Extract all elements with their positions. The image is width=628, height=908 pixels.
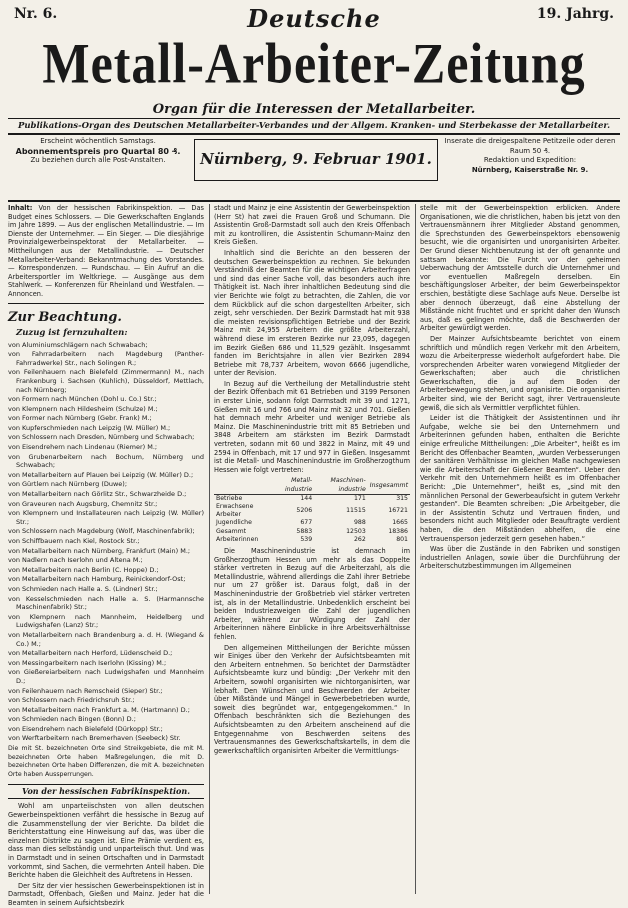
editorial-address: Nürnberg, Kaiserstraße Nr. 9. <box>471 165 589 174</box>
boycott-entry: von Schlossern nach Friedrichsruh Str.; <box>8 696 135 705</box>
cell-value: 988 <box>353 519 366 527</box>
contents-summary <box>8 204 204 299</box>
boycott-entry: von Gießereiarbeitern nach Ludwigshafen und Mannheim D.; <box>8 668 204 685</box>
row-label: Erwachsene Arbeiter <box>216 503 254 519</box>
column-1 <box>8 204 204 907</box>
boycott-entry: von Metallarbeitern nach Görlitz Str., Schwarzheide D.; <box>8 490 187 499</box>
cell-value: 1665 <box>392 519 408 527</box>
title-top: Deutsche <box>247 4 381 33</box>
boycott-entry: von Graveuren nach Augsburg, Chemnitz Str.; <box>8 499 158 508</box>
column-2 <box>214 204 410 894</box>
industry-statistics-table <box>214 477 410 544</box>
table-row <box>214 536 410 544</box>
boycott-entry: von Metallarbeitern nach Berlin (C. Hoppe) D.; <box>8 565 159 574</box>
newspaper-page <box>8 4 620 907</box>
boycott-entry: von Schmieden nach Halle a. S. (Lindner) Str.; <box>8 584 158 593</box>
subtitle: Organ für die Interessen der Metallarbeiter. <box>152 102 476 117</box>
date-line: Nürnberg, 9. Februar 1901. <box>194 139 438 181</box>
boycott-entry: von Eisendrehern nach Lindenau (Riemer) M.; <box>8 443 158 452</box>
boycott-entry: von Former nach Nürnberg (Gebr. Frank) M.; <box>8 414 152 423</box>
boycott-entry: von Feilenhauern nach Remscheid (Sieper) Str.; <box>8 686 163 695</box>
notice-subheading: Zuzug ist fernzuhalten: <box>16 327 128 338</box>
column-separator <box>209 204 210 894</box>
cell-value: 801 <box>396 535 408 543</box>
article-paragraph: Leider ist die Thätigkeit der Assistentinnen und ihr Aufgabe, welche sie bei den Unternehmern und Arbeiterinnen gefunden haben, enthalten die Berichte einige erfreuliche Mittheilungen: „Die Arbeiter“, heißt es im Bericht des Offenbacher Beamten, „wurden Verbesserungen der sanitären Verhältnisse im gleichen Maße nachgewiesen wie die Arbeiterschaft der Gießener Beamten“. Ueber den Verkehr mit den Unternehmern heißt es im Offenbacher Bericht: „Die Unternehmer“, heißt es, „sind mit den männlichen Personal der Gewerbeaufsicht in gutem Verkehr gestanden“. Die Beamten schreiben: „Die Arbeitgeber, die in der Assistentin Schutz und Vertrauen finden, und besonders nicht auch Mitglieder oder Beauftragte verdient haben, die den Mißständen abhelfen, die eine Vertrauensperson jederzeit gern gesehen haben.“ <box>420 414 620 543</box>
notice-footnote: Die mit St. bezeichneten Orte sind Streikgebiete, die mit M. bezeichneten Orte haben Maßregelungen, die mit D. bezeichneten Orte haben Differenzen, die mit A. bezeichneten Orte haben Aussperrungen. <box>8 745 204 778</box>
table-header: Metall-industrie <box>272 477 314 494</box>
article-paragraph: stelle mit der Gewerbeinspektion erblicken. Andere Organisationen, wie die christlichen, haben bis jetzt von den Vertrauensmännern ihrer Mitglieder Abstand genommen, die Sprechstunden des Gewerbeinspektors ebensowenig besucht, wie die organisirten und unorganisirten Arbeiter. Der Grund dieser Nichtbenutzung ist der oft genannte und sattsam bekannte: Die Furcht vor der geheimen Ueberwachung der Amtsstelle durch die Unternehmer und vor eventuellen Maßregeln derselben. Ein beschäftigungsloser Arbeiter, der beim Gewerbeinspektor erschien, bestätigte diese Sachlage aufs Neue. Derselbe ist aber dennoch überzeugt, daß eine Abstellung der Mißstände nicht fruchtet und er spricht daher den Wunsch aus, daß es gelingen möchte, daß die Beschwerden der Arbeiter gewürdigt werden. <box>420 204 620 333</box>
divider <box>8 303 204 304</box>
cell-value: 16721 <box>388 507 408 515</box>
table-row <box>214 494 410 503</box>
article-paragraph: Den allgemeinen Mittheilungen der Berichte müssen wir Einiges über den Verkehr der Aufsichtsbeamten mit den Arbeitern entnehmen. So berichtet der Darmstädter Aufsichtsbeamte kurz und bündig: „Der Verkehr mit den Arbeitern, sowohl organisirten wie nichtorganisirten, war lebhaft. Den Wünschen und Beschwerden der Arbeiter über Mißstände und Mängel in Gewerbebetrieben wurde, soweit dies begründet war, entgegengekommen.“ In Offenbach beschränkten sich die Beziehungen des Aufsichtsbeamten zu den Arbeitern anscheinend auf die Entgegennahme von Beschwerden seitens des Vertrauensmannes des Gewerkschaftskartells, in dem die gewerkschaftlich organisirten Arbeiter die Vermittlungs- <box>214 643 410 755</box>
article-heading: Von der hessischen Fabrikinspektion. <box>8 784 204 799</box>
divider <box>8 200 620 202</box>
cell-value: 171 <box>353 494 366 502</box>
notice-heading: Zur Beachtung. <box>8 309 122 325</box>
boycott-entry: von Nadlern nach Iserlohn und Altena M.; <box>8 556 143 565</box>
boycott-entry: von Feilenhauern nach Bielefeld (Zimmermann) M., nach Frankenburg i. Sachsen (Kuhlich), Düsseldorf, Mettlach, nach Nürnberg; <box>8 368 204 394</box>
article-paragraph: In Bezug auf die Vertheilung der Metallindustrie steht der Bezirk Offenbach mit 61 Betrieben und 3199 Personen in erster Linie, sodann folgt Darmstadt mit 39 und 1271, Gießen mit 16 und 766 und Mainz mit 32 und 701. Gießen hat demnach mehr Arbeiter und weniger Betriebe als Mainz. Die Maschinenindustrie tritt mit 85 Betrieben und 3848 Arbeitern am stärksten im Bezirk Darmstadt vertreten, sodann mit 60 und 3822 in Mainz, mit 49 und 2594 in Offenbach, mit 17 und 977 in Gießen. Insgesammt ist die Metall- und Maschinenindustrie im Großherzogthum Hessen wie folgt vertreten: <box>214 379 410 474</box>
table-row <box>214 528 410 536</box>
column-separator <box>415 204 416 894</box>
boycott-entry: von Eisendrehern nach Bielefeld (Dürkopp) Str.; <box>8 724 163 733</box>
issue-number: Nr. 6. <box>14 6 58 22</box>
advertising-info <box>440 137 620 175</box>
distribution-note: Zu beziehen durch alle Post-Anstalten. <box>30 156 166 164</box>
article-paragraph: Die Maschinenindustrie ist demnach im Großherzogthum Hessen um mehr als das Doppelte stärker vertreten in Bezug auf die Arbeiterzahl, als die Metallindustrie, während allerdings die Zahl ihrer Betriebe nur um 27 größer ist. Daraus folgt, daß in der Maschinenindustrie der Großbetrieb viel stärker vertreten ist, als in der Metallindustrie. Unbedenklich erscheint bei beiden Industriezweigen die Zahl der jugendlichen Arbeiter, während zur Würdigung der Zahl der Arbeiterinnen nähere Einblicke in ihre Arbeitsverhältnisse fehlen. <box>214 547 410 641</box>
boycott-entry: von Grubenarbeitern nach Bochum, Nürnberg und Schwabach; <box>8 452 204 470</box>
boycott-entry: von Metallarbeitern nach Brandenburg a. d. H. (Wiegand & Co.) M.; <box>8 630 204 648</box>
article-paragraph: stadt und Mainz je eine Assistentin der Gewerbeinspektion (Herr St) hat zwei die Frauen Groß und Schumann. Die Assistentin Groß-Darmstadt soll auch den Kreis Offenbach mit zu kontrolliren, die Assistentin Schumann-Mainz den Kreis Gießen. <box>214 204 410 247</box>
boycott-entry: von Kesselschmieden nach Halle a. S. (Harmannsche Maschinenfabrik) Str.; <box>8 594 204 612</box>
column-3 <box>420 204 620 894</box>
boycott-entry: von Gürtlern nach Nürnberg (Duwe); <box>8 480 128 489</box>
boycott-entry: von Metallarbeitern nach Nürnberg, Frankfurt (Main) M.; <box>8 546 191 555</box>
cell-value: 677 <box>300 519 313 527</box>
divider <box>8 118 620 119</box>
boycott-entry: von Werftarbeitern nach Bremerhaven (Seebeck) Str. <box>8 734 181 743</box>
boycott-entry: von Schmieden nach Bingen (Bonn) D.; <box>8 715 136 724</box>
contents-label: Inhalt: <box>8 204 33 212</box>
cell-value: 144 <box>300 494 313 502</box>
table-row <box>214 519 410 527</box>
title-main: Metall-Arbeiter-Zeitung <box>42 30 586 96</box>
boycott-entry: von Messingarbeitern nach Iserlohn (Kissing) M.; <box>8 658 167 667</box>
organ-line: Publikations-Organ des Deutschen Metallarbeiter-Verbandes und der Allgem. Kranken- und Sterbekasse der Metallarbeiter. <box>17 121 611 131</box>
subscription-info <box>8 137 188 166</box>
boycott-entry: von Fahrradarbeitern nach Magdeburg (Panther-Fahrradwerke) Str., nach Solingen R.; <box>8 350 204 367</box>
cell-value: 18386 <box>388 527 408 535</box>
subscription-price: Abonnementspreis pro Quartal 80 ₰. <box>15 146 181 156</box>
cell-value: 539 <box>300 535 313 543</box>
info-band <box>8 135 620 199</box>
boycott-entry: von Schlossern nach Dresden, Nürnberg und Schwabach; <box>8 433 195 442</box>
row-label: Jugendliche <box>216 519 252 527</box>
boycott-entry: von Schiffbauern nach Kiel, Rostock Str.; <box>8 537 140 545</box>
boycott-entry: von Formern nach München (Dohl u. Co.) Str.; <box>8 395 157 404</box>
cell-value: 5883 <box>296 527 313 535</box>
boycott-entry: von Schlossern nach Magdeburg (Wolf, Maschinenfabrik); <box>8 527 195 536</box>
row-label: Gesammt <box>216 527 247 535</box>
contents-text: Von der hessischen Fabrikinspektion. — Das Budget eines Schlossers. — Die Gewerkschaften Englands im Jahre 1899. — Aus der englischen Metallindustrie. — Im Dienste der Unternehmer. — Ein Sieger. — Die diesjährige Provinzialgewerbeinspektorat der Metallarbeiter. — Mittheilungen aus der Metallindustrie. — Deutscher Metallarbeiter-Verband: Bekanntmachung des Vorstandes. — Korrespondenzen. — Rundschau. — Ein Aufruf an die Arbeitersportler im Weltkriege. — Ausgänge aus dem Stahlwerk. — Konferenzen für Rheinland und Westfalen. — Annoncen. <box>8 204 204 298</box>
article-paragraph: Der Sitz der vier hessischen Gewerbeinspektionen ist in Darmstadt, Offenbach, Gießen und Mainz. Jeder hat die Beamten in seinem Aufsichtsbezirk <box>8 881 204 907</box>
table-row <box>214 503 410 519</box>
boycott-entry: von Kupferschmieden nach Leipzig (W. Müller) M.; <box>8 423 171 432</box>
cell-value: 315 <box>396 494 408 502</box>
editorial-label: Redaktion und Expedition: <box>483 156 577 164</box>
table-header: Maschinen-industrie <box>314 477 368 494</box>
cell-value: 5206 <box>296 507 313 515</box>
article-paragraph: Der Mainzer Aufsichtsbeamte berichtet von einem schriftlich und mündlich regen Verkehr mit den Arbeitern, wozu die Arbeiterpresse wiederholt aufgefordert habe. Die vorsprechenden Arbeiter waren vorwiegend Mitglieder der Gewerkschaften; aber auch die christlichen Gewerkschaften, die ja auf dem Boden der Arbeiterbewegung stehen, und organisirte. Die organisirten Arbeiter sind, wie der Bericht sagt, ihrer Vertrauensleute gewiß, die sich als Vermittler verpflichtet fühlen. <box>420 334 620 412</box>
boycott-entry: von Metallarbeitern nach Frankfurt a. M. (Hartmann) D.; <box>8 705 190 714</box>
boycott-entry: von Aluminiumschlägern nach Schwabach; <box>8 340 148 349</box>
volume-year: 19. Jahrg. <box>536 6 614 22</box>
row-label: Arbeiterinnen <box>216 535 259 543</box>
table-header: Insgesammt <box>368 477 410 494</box>
article-paragraph: Wohl am unparteiischsten von allen deutschen Gewerbeinspektionen verfährt die hessische in Bezug auf die Zusammenstellung der vier Berichte. Da bildet die Berichterstattung eine Hinweisung auf das, was über die einzelnen Distrikte zu sagen ist. Eine Prämie verdient es, dass man dies selbständig und unparteiisch thut. Und was in Darmstadt und in seinen Ortschaften und in Darmstadt vorkommt, sind Sachen, die vermehrten Anteil haben. Die Berichte haben die Gleichheit des Auftretens in Hessen. <box>8 802 204 880</box>
article-paragraph: Was über die Zustände in den Fabriken und sonstigen industriellen Anlagen, sowie über die Durchführung der Arbeiterschutzbestimmungen im Allgemeinen <box>420 545 620 571</box>
cell-value: 11515 <box>346 507 366 515</box>
article-paragraph: Inhaltlich sind die Berichte an den besseren der deutschen Gewerbeinspektion zu rechnen. Sie bekunden Verständniß der Beamten für die wichtigen Arbeiterfragen und sind das einer Sache voll, das besonders auch ihre Thätigkeit ist. Nach ihrer inhaltlichen Bedeutung sind die vier Berichte wie folgt zu betrachten, die Zahlen, die vor dem Rückblick auf die schon dargestellten Arbeiter, sich zeigt, sehr verschieden. Der Bezirk Darmstadt hat mit 938 die meisten revisionspflichtigen Betriebe und der Bezirk Mainz mit 24,955 Arbeitern die größte Arbeiterzahl, während diese im ersteren Bezirke nur 23,095, dagegen im Bezirk Gießen 686 und 11,529 gezählt. Insgesammt fanden im Berichtsjahre in allen vier Bezirken 2894 Betriebe mit 78,737 Arbeitern, wovon 6666 jugendliche, unter der Revision. <box>214 248 410 378</box>
boycott-list <box>8 341 204 744</box>
cell-value: 12503 <box>346 527 366 535</box>
boycott-entry: von Metallarbeitern nach Herford, Lüdenscheid D.; <box>8 649 173 658</box>
table-header-empty <box>214 477 272 494</box>
ad-rate: Inserate die dreigespaltene Petitzeile oder deren Raum 50 ₰. <box>444 137 616 155</box>
boycott-entry: von Klempnern nach Hildesheim (Schulze) M.; <box>8 404 158 413</box>
boycott-entry: von Klempnern nach Mannheim, Heidelberg und Ludwigshafen (Lanz) Str.; <box>8 612 204 630</box>
boycott-entry: von Metallarbeitern nach Hamburg, Reinickendorf-Ost; <box>8 575 186 584</box>
row-label: Betriebe <box>216 494 243 502</box>
cell-value: 262 <box>353 535 366 543</box>
boycott-entry: von Metallarbeitern auf Plauen bei Leipzig (W. Müller) D.; <box>8 470 194 479</box>
publication-schedule: Erscheint wöchentlich Samstags. <box>40 137 156 145</box>
boycott-entry: von Klempnern und Installateuren nach Leipzig (W. Müller) Str.; <box>8 509 204 526</box>
